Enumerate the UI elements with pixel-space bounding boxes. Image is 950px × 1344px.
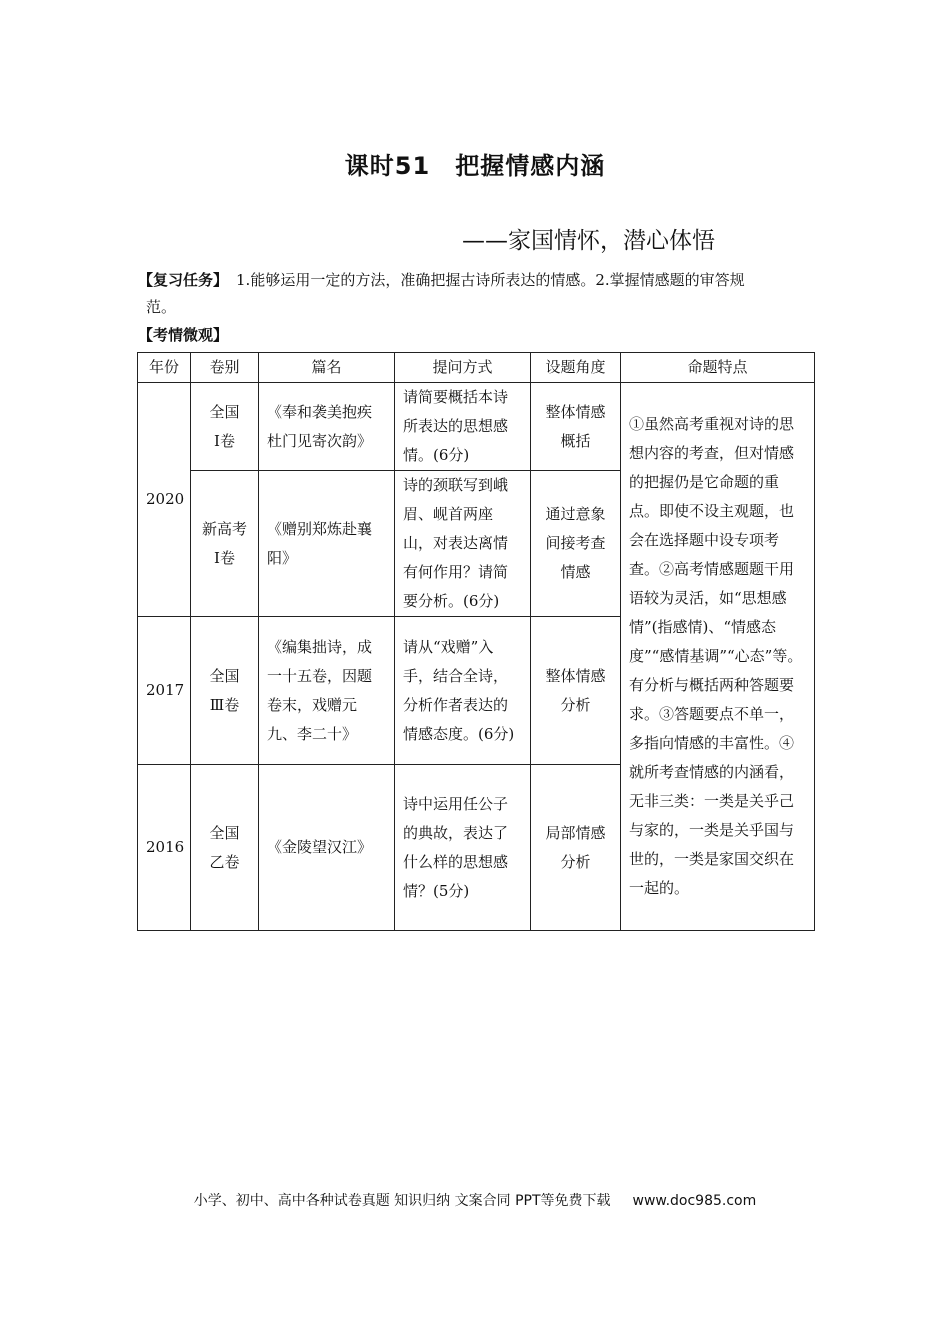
cell-angle: 整体情感分析 <box>531 617 621 765</box>
cell-angle: 局部情感分析 <box>531 765 621 931</box>
review-task <box>138 267 810 321</box>
cell-year: 2016 <box>138 765 191 931</box>
exam-table <box>137 352 815 931</box>
exam-situation-label: 【考情微观】 <box>138 326 229 344</box>
header-year: 年份 <box>138 353 191 383</box>
cell-paper: 全国 Ⅰ卷 <box>191 383 259 471</box>
cell-question: 诗的颈联写到峨眉、岘首两座山，对表达离情有何作用？请简要分析。(6分) <box>395 471 531 617</box>
cell-title: 《编集拙诗，成一十五卷，因题卷末，戏赠元九、李二十》 <box>259 617 395 765</box>
cell-title: 《金陵望汉江》 <box>259 765 395 931</box>
page-subtitle: ——家国情怀，潜心体悟 <box>462 228 715 254</box>
header-paper: 卷别 <box>191 353 259 383</box>
cell-features: ①虽然高考重视对诗的思想内容的考查，但对情感的把握仍是它命题的重点。即使不设主观题，也会在选择题中设专项考查。②高考情感题题干用语较为灵活，如“思想感情”(指感情)、“情感态度”“感情基调”“心态”等。有分析与概括两种答题要求。③答题要点不单一，多指向情感的丰富性。④就所考查情感的内涵看，无非三类：一类是关乎己与家的，一类是关乎国与世的，一类是家国交织在一起的。 <box>621 383 815 931</box>
cell-paper: 全国 Ⅲ卷 <box>191 617 259 765</box>
cell-question: 诗中运用任公子的典故，表达了什么样的思想感情？(5分) <box>395 765 531 931</box>
header-features: 命题特点 <box>621 353 815 383</box>
cell-question: 请简要概括本诗所表达的思想感情。(6分) <box>395 383 531 471</box>
cell-angle: 通过意象间接考查情感 <box>531 471 621 617</box>
cell-paper: 新高考 Ⅰ卷 <box>191 471 259 617</box>
header-title: 篇名 <box>259 353 395 383</box>
header-question: 提问方式 <box>395 353 531 383</box>
footer-url: www.doc985.com <box>632 1193 757 1209</box>
cell-title: 《赠别郑炼赴襄阳》 <box>259 471 395 617</box>
cell-paper: 全国 乙卷 <box>191 765 259 931</box>
table-header-row <box>138 353 815 383</box>
table-row <box>138 383 815 471</box>
page-footer <box>0 1190 950 1210</box>
review-task-line-1: 1.能够运用一定的方法，准确把握古诗所表达的情感。2.掌握情感题的审答规 <box>236 271 745 289</box>
cell-year: 2017 <box>138 617 191 765</box>
review-task-label: 【复习任务】 <box>138 271 229 289</box>
header-angle: 设题角度 <box>531 353 621 383</box>
cell-question: 请从“戏赠”入手，结合全诗，分析作者表达的情感态度。(6分) <box>395 617 531 765</box>
cell-angle: 整体情感概括 <box>531 383 621 471</box>
review-task-line-2: 范。 <box>146 298 177 316</box>
cell-title: 《奉和袭美抱疾杜门见寄次韵》 <box>259 383 395 471</box>
footer-text: 小学、初中、高中各种试卷真题 知识归纳 文案合同 PPT等免费下载 <box>193 1193 611 1209</box>
page-title: 课时51 把握情感内涵 <box>344 152 606 180</box>
cell-year: 2020 <box>138 383 191 617</box>
